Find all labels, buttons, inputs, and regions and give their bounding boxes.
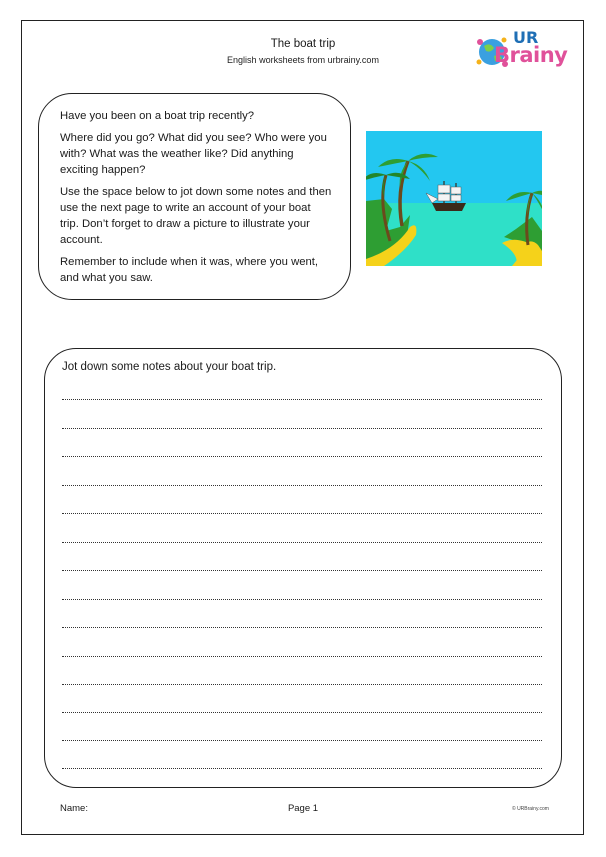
prompt-paragraph: Remember to include when it was, where you went, and what you saw. [60, 256, 319, 284]
notes-line[interactable] [62, 711, 542, 713]
copyright-text: © URBrainy.com [512, 806, 549, 812]
page-subtitle: English worksheets from urbrainy.com [227, 55, 379, 65]
notes-line[interactable] [62, 512, 542, 514]
island-boat-illustration [366, 131, 542, 266]
notes-line[interactable] [62, 455, 542, 457]
notes-line[interactable] [62, 541, 542, 543]
notes-line[interactable] [62, 598, 542, 600]
notes-heading: Jot down some notes about your boat trip. [62, 361, 277, 373]
logo-text-brainy: Brainy [494, 43, 568, 67]
page-number: Page 1 [287, 803, 319, 814]
prompt-paragraph: Use the space below to jot down some notes and then use the next page to write an account of your boat trip. Don’t forget to draw a picture to illustrate your account. [60, 186, 332, 246]
notes-line[interactable] [62, 767, 542, 769]
notes-line[interactable] [62, 655, 542, 657]
prompt-paragraph: Have you been on a boat trip recently? [60, 110, 255, 122]
notes-line[interactable] [62, 398, 542, 400]
notes-line[interactable] [62, 626, 542, 628]
notes-line[interactable] [62, 484, 542, 486]
notes-line[interactable] [62, 683, 542, 685]
prompt-paragraph: Where did you go? What did you see? Who were you with? What was the weather like? Did anything exciting happen? [60, 132, 327, 176]
notes-box [44, 348, 562, 788]
notes-line[interactable] [62, 427, 542, 429]
page-title: The boat trip [270, 38, 336, 50]
name-label: Name: [60, 803, 88, 814]
logo-text-ur: UR [513, 28, 539, 47]
prompt-box [38, 93, 351, 300]
notes-line[interactable] [62, 739, 542, 741]
notes-line[interactable] [62, 569, 542, 571]
